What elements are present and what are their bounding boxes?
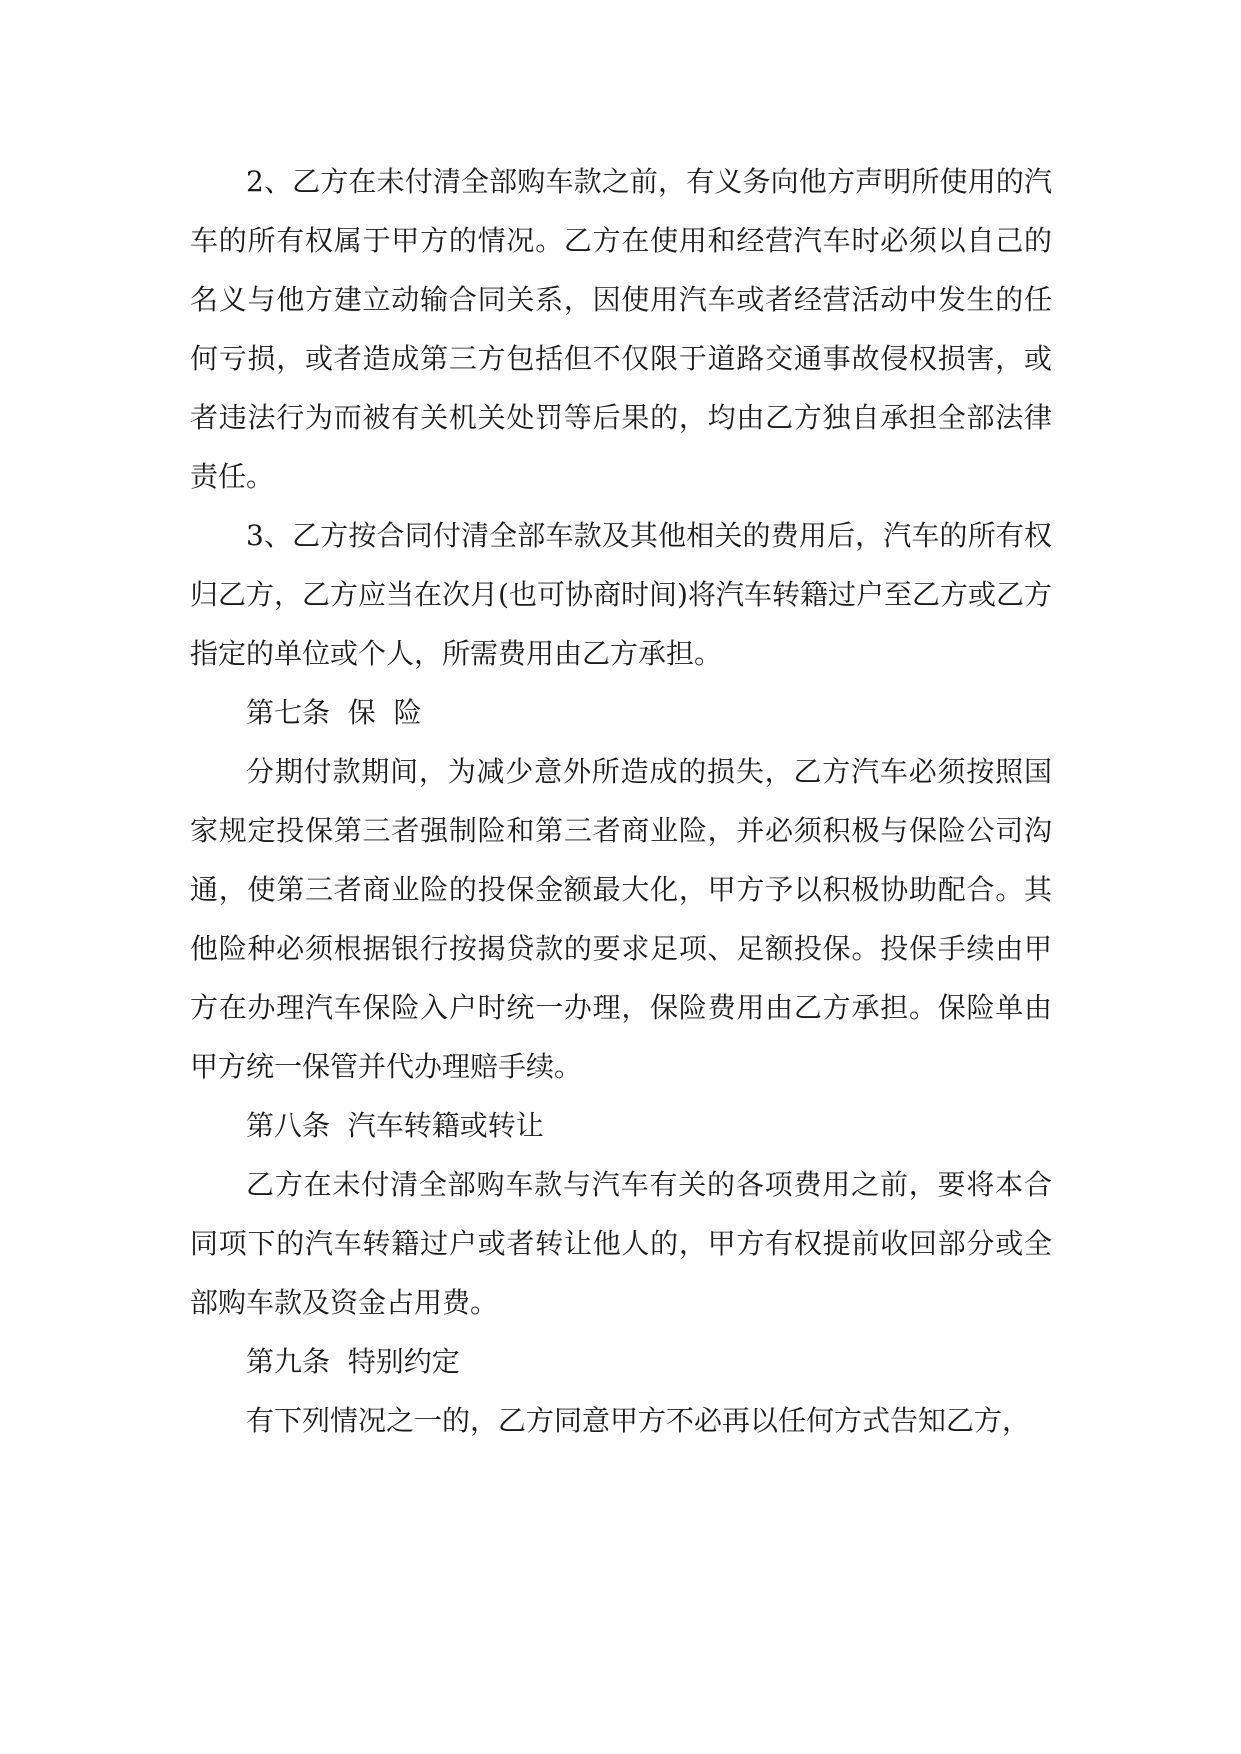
article-heading-insurance: 第七条 保 险 — [246, 696, 422, 729]
article-heading-special-terms: 第九条 特别约定 — [246, 1345, 460, 1378]
clause-paragraph-insurance: 分期付款期间，为减少意外所造成的损失，乙方汽车必须按照国家规定投保第三者强制险和第三者商业险，并必须积极与保险公司沟通，使第三者商业险的投保金额最大化，甲方予以积极协助配合。其他险种必须根据银行按揭贷款的要求足项、足额投保。投保手续由甲方在办理汽车保险入户时统一办理，保险费用由乙方承担。保险单由甲方统一保管并代办理赔手续。 — [190, 755, 1052, 1083]
document-body — [190, 152, 1052, 1450]
clause-paragraph-special-terms: 有下列情况之一的，乙方同意甲方不必再以任何方式告知乙方， — [246, 1404, 1031, 1437]
clause-paragraph-transfer: 乙方在未付清全部购车款与汽车有关的各项费用之前，要将本合同项下的汽车转籍过户或者转让他人的，甲方有权提前收回部分或全部购车款及资金占用费。 — [190, 1168, 1052, 1319]
clause-paragraph-ownership-declaration: 2、乙方在未付清全部购车款之前，有义务向他方声明所使用的汽车的所有权属于甲方的情况。乙方在使用和经营汽车时必须以自己的名义与他方建立动输合同关系，因使用汽车或者经营活动中发生的任何亏损，或者造成第三方包括但不仅限于道路交通事故侵权损害，或者违法行为而被有关机关处罚等后果的，均由乙方独自承担全部法律责任。 — [190, 165, 1052, 493]
article-heading-transfer: 第八条 汽车转籍或转让 — [246, 1109, 544, 1142]
clause-paragraph-ownership-transfer: 3、乙方按合同付清全部车款及其他相关的费用后，汽车的所有权归乙方，乙方应当在次月(也可协商时间)将汽车转籍过户至乙方或乙方指定的单位或个人，所需费用由乙方承担。 — [190, 519, 1052, 670]
